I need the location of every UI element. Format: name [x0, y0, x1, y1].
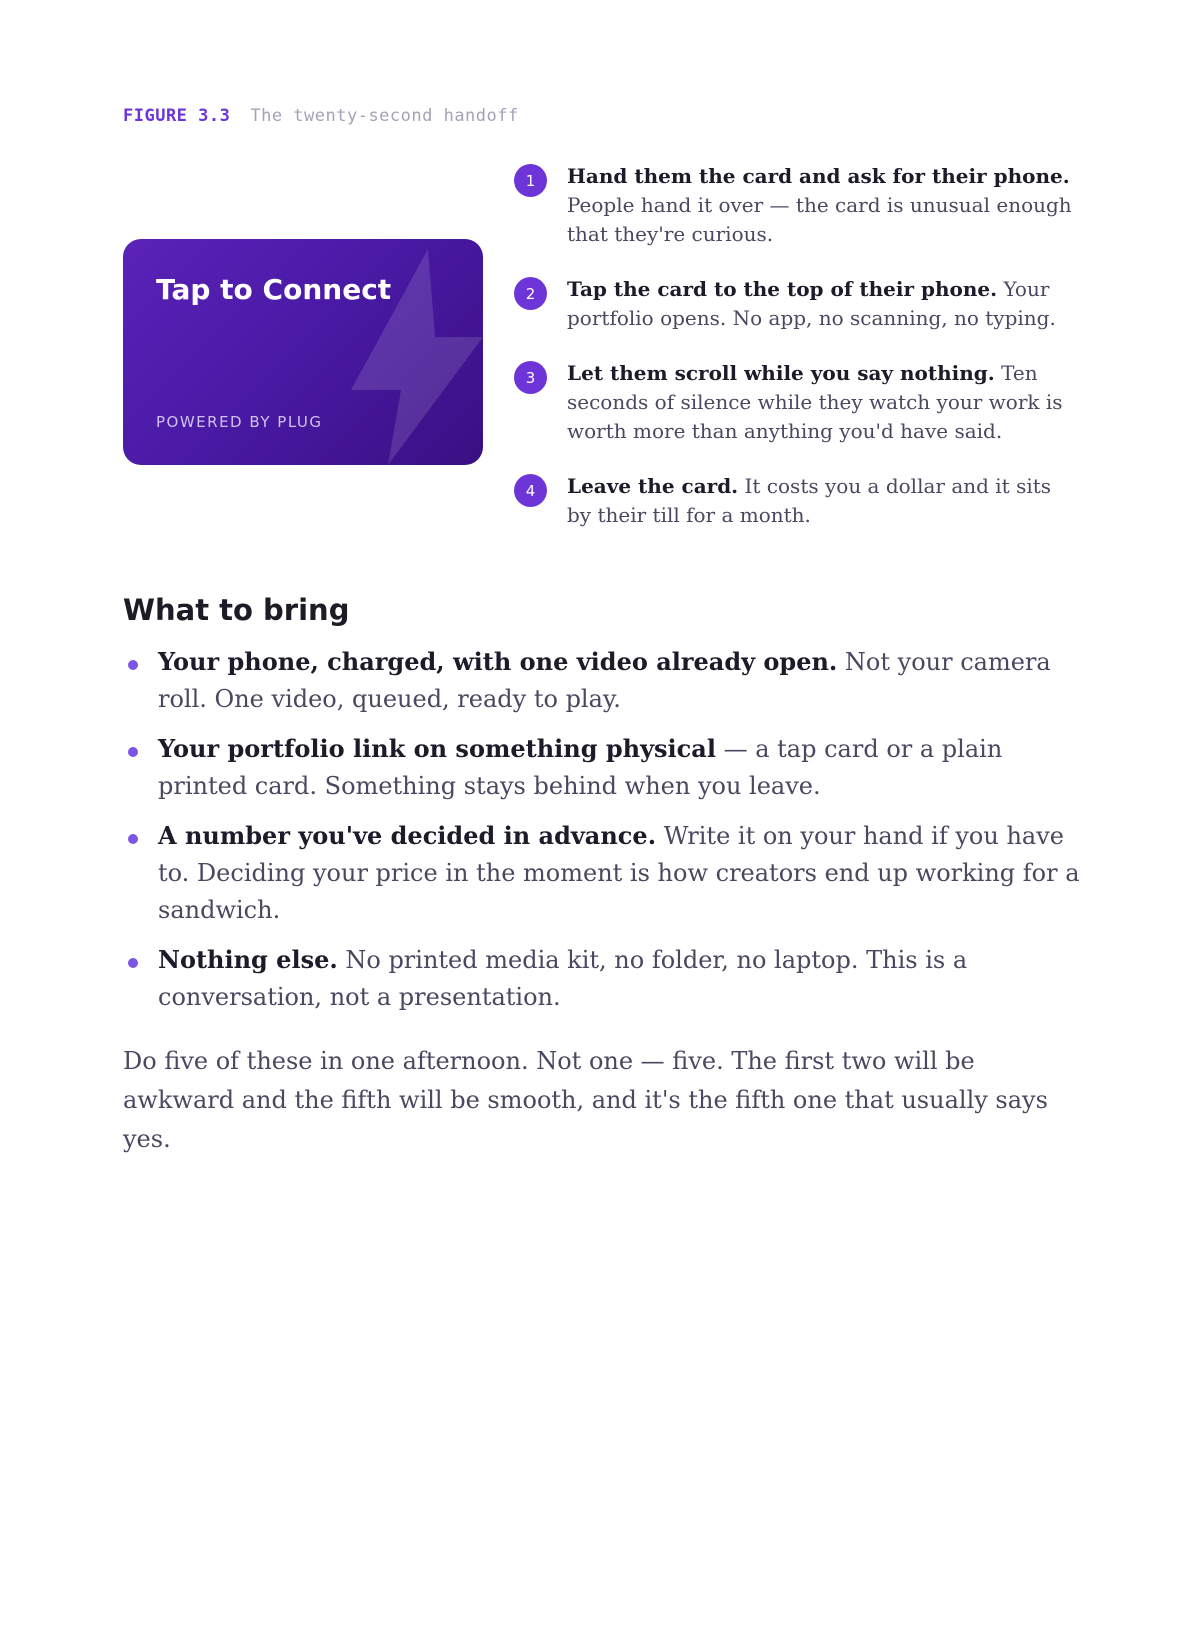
- bullet-dot-icon: [128, 660, 138, 670]
- item-detail: Not your camera roll. One video, queued, ready to play.: [158, 648, 1051, 713]
- item-detail: Write it on your hand if you have to. Deciding your price in the moment is how creators end up working for a sandwich.: [158, 822, 1080, 924]
- step-number-badge: 2: [514, 277, 547, 310]
- list-item: [123, 817, 1083, 929]
- item-detail: — a tap card or a plain printed card. Something stays behind when you leave.: [158, 735, 1003, 800]
- step-lead: Tap the card to the top of their phone.: [567, 277, 998, 301]
- step-detail: Ten seconds of silence while they watch your work is worth more than anything you'd have said.: [567, 361, 1063, 443]
- step-item: [514, 472, 1074, 530]
- bullet-dot-icon: [128, 834, 138, 844]
- tap-card-illustration: [123, 239, 483, 465]
- item-lead: Your phone, charged, with one video already open.: [158, 647, 838, 676]
- figure-caption: [123, 106, 519, 126]
- step-item: [514, 162, 1074, 249]
- step-number-badge: 1: [514, 164, 547, 197]
- closing-paragraph: Do five of these in one afternoon. Not one — five. The first two will be awkward and the fifth will be smooth, and it's the fifth one that usually says yes.: [123, 1047, 1048, 1153]
- step-item: [514, 359, 1074, 446]
- item-lead: Your portfolio link on something physical: [158, 734, 716, 763]
- step-lead: Leave the card.: [567, 474, 739, 498]
- section-heading: What to bring: [123, 593, 350, 627]
- step-lead: Let them scroll while you say nothing.: [567, 361, 995, 385]
- list-item: [123, 643, 1083, 718]
- bullet-dot-icon: [128, 958, 138, 968]
- step-number-badge: 4: [514, 474, 547, 507]
- card-subtitle: POWERED BY PLUG: [156, 413, 323, 431]
- figure-number: FIGURE 3.3: [123, 106, 231, 126]
- step-detail: It costs you a dollar and it sits by their till for a month.: [567, 474, 1052, 527]
- item-lead: A number you've decided in advance.: [158, 821, 657, 850]
- step-text: [567, 275, 1074, 333]
- bring-list: [123, 643, 1083, 1028]
- step-text: [567, 162, 1074, 249]
- steps-list: [514, 162, 1074, 556]
- card-title: Tap to Connect: [156, 273, 392, 306]
- step-detail: Your portfolio opens. No app, no scanning, no typing.: [567, 277, 1056, 330]
- step-item: [514, 275, 1074, 333]
- bullet-dot-icon: [128, 747, 138, 757]
- list-item: [123, 941, 1083, 1016]
- step-text: [567, 472, 1074, 530]
- item-lead: Nothing else.: [158, 945, 338, 974]
- step-lead: Hand them the card and ask for their phone.: [567, 164, 1070, 188]
- figure-title: The twenty-second handoff: [250, 106, 519, 126]
- step-detail: People hand it over — the card is unusual enough that they're curious.: [567, 193, 1072, 246]
- step-number-badge: 3: [514, 361, 547, 394]
- list-item: [123, 730, 1083, 805]
- item-detail: No printed media kit, no folder, no laptop. This is a conversation, not a presentation.: [158, 946, 968, 1011]
- step-text: [567, 359, 1074, 446]
